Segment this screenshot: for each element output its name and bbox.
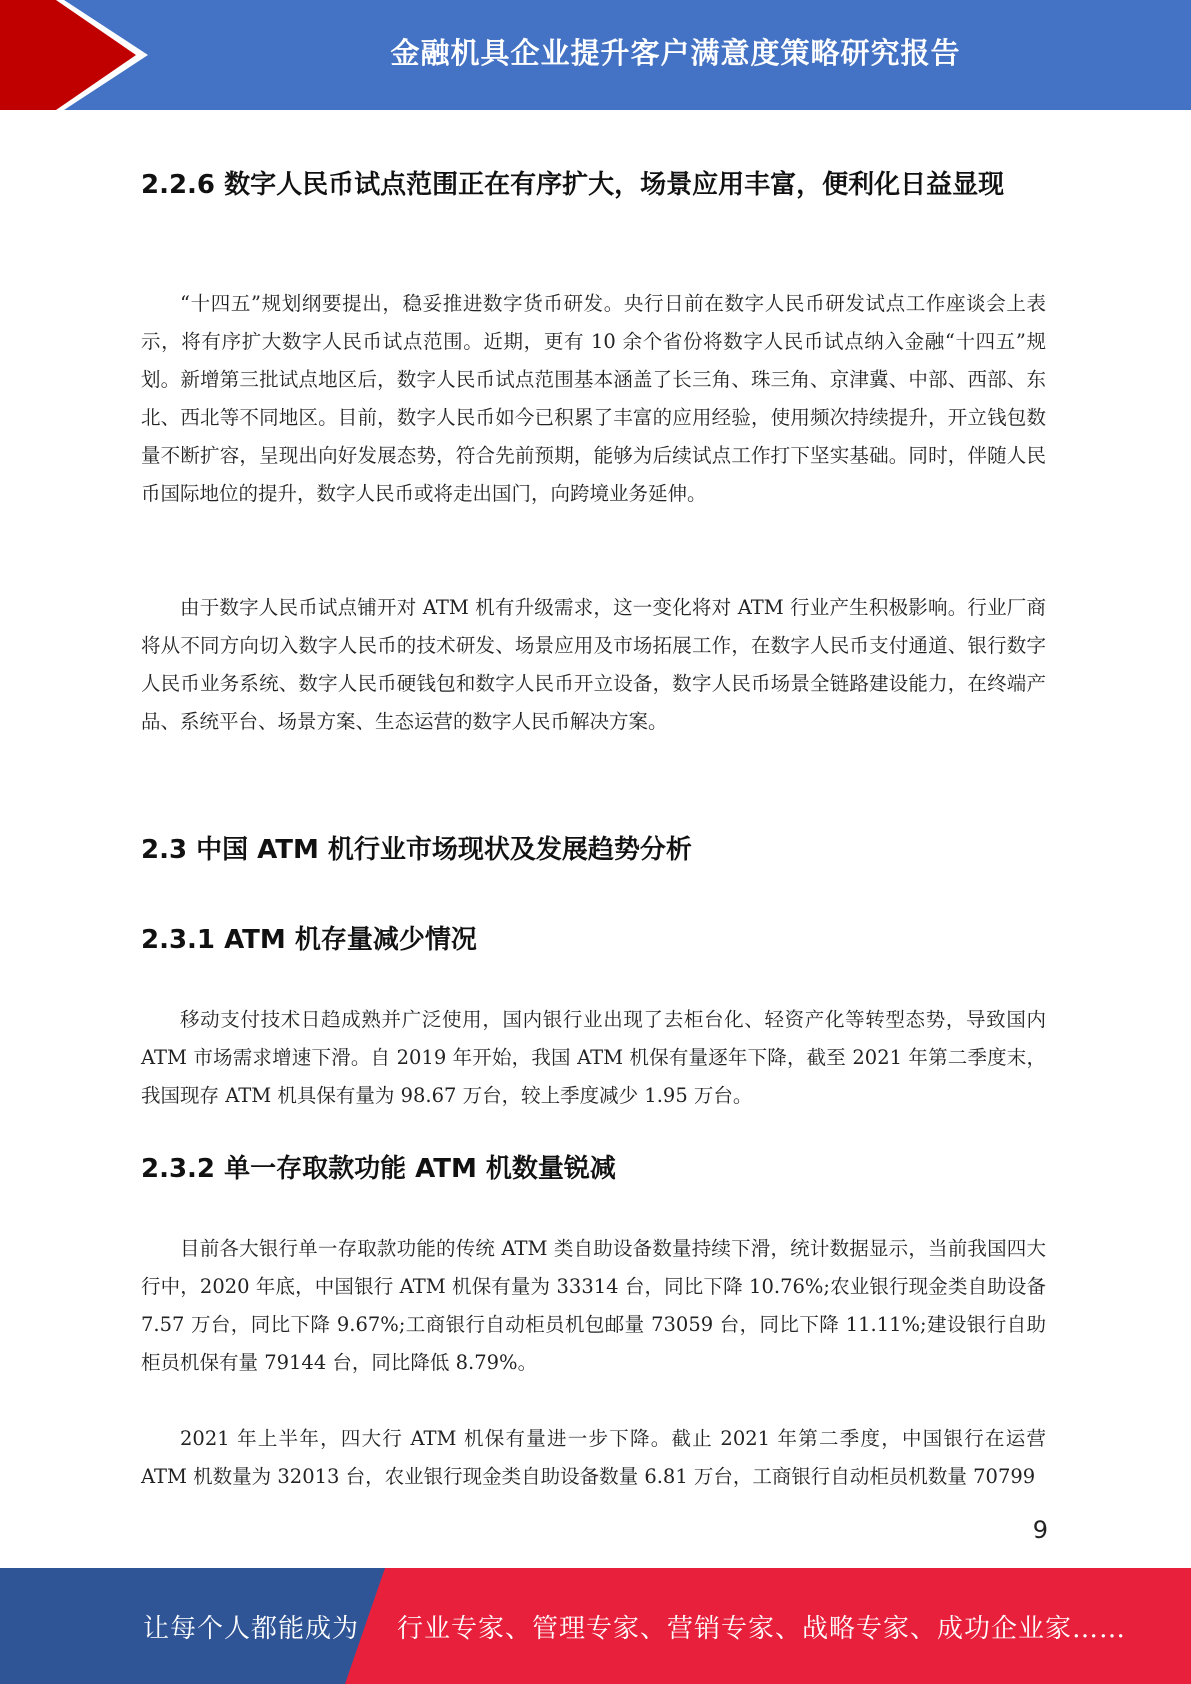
heading-2-3-2: 2.3.2 单一存取款功能 ATM 机数量锐减: [141, 1154, 616, 1184]
footer-slogan-right: 行业专家、管理专家、营销专家、战略专家、成功企业家……: [397, 1613, 1127, 1644]
page-number: 9: [1032, 1516, 1048, 1544]
paragraph-2-2-6-2: 由于数字人民币试点铺开对 ATM 机有升级需求，这一变化将对 ATM 行业产生积极影响。行业厂商将从不同方向切入数字人民币的技术研发、场景应用及市场拓展工作，在数字人民币支付通道、银行数字人民币业务系统、数字人民币硬钱包和数字人民币开立设备，数字人民币场景全链路建设能力，在终端产品、系统平台、场景方案、生态运营的数字人民币解决方案。: [141, 596, 1046, 733]
paragraph-2-3-2-2: 2021 年上半年，四大行 ATM 机保有量进一步下降。截止 2021 年第二季度，中国银行在运营 ATM 机数量为 32013 台，农业银行现金类自助设备数量 6.81 万台，工商银行自动柜员机数量 70799: [141, 1427, 1046, 1488]
header-chevron-icon: [0, 0, 160, 110]
paragraph-2-3-1-1: 移动支付技术日趋成熟并广泛使用，国内银行业出现了去柜台化、轻资产化等转型态势，导致国内 ATM 市场需求增速下滑。自 2019 年开始，我国 ATM 机保有量逐年下降，截至 2021 年第二季度末，我国现存 ATM 机具保有量为 98.67 万台，较上季度减少 1.95 万台。: [141, 1008, 1046, 1107]
paragraph-2-3-2-1: 目前各大银行单一存取款功能的传统 ATM 类自助设备数量持续下滑，统计数据显示，当前我国四大行中，2020 年底，中国银行 ATM 机保有量为 33314 台，同比下降 10.76%;农业银行现金类自助设备 7.57 万台，同比下降 9.67%;工商银行自动柜员机包邮量 73059 台，同比下降 11.11%;建设银行自助柜员机保有量 79144 台，同比降低 8.79%。: [141, 1237, 1046, 1374]
heading-2-3: 2.3 中国 ATM 机行业市场现状及发展趋势分析: [141, 835, 692, 865]
footer-band: [0, 1568, 1191, 1684]
heading-2-3-1: 2.3.1 ATM 机存量减少情况: [141, 925, 477, 955]
footer-slogan-left: 让每个人都能成为: [143, 1613, 360, 1644]
paragraph-2-2-6-1: “十四五”规划纲要提出，稳妥推进数字货币研发。央行日前在数字人民币研发试点工作座谈会上表示，将有序扩大数字人民币试点范围。近期，更有 10 余个省份将数字人民币试点纳入金融“十四五”规划。新增第三批试点地区后，数字人民币试点范围基本涵盖了长三角、珠三角、京津冀、中部、西部、东北、西北等不同地区。目前，数字人民币如今已积累了丰富的应用经验，使用频次持续提升，开立钱包数量不断扩容，呈现出向好发展态势，符合先前预期，能够为后续试点工作打下坚实基础。同时，伴随人民币国际地位的提升，数字人民币或将走出国门，向跨境业务延伸。: [141, 292, 1046, 505]
header-band: [0, 0, 1191, 110]
heading-2-2-6: 2.2.6 数字人民币试点范围正在有序扩大，场景应用丰富，便利化日益显现: [141, 170, 1005, 200]
report-title: 金融机具企业提升客户满意度策略研究报告: [390, 35, 961, 70]
